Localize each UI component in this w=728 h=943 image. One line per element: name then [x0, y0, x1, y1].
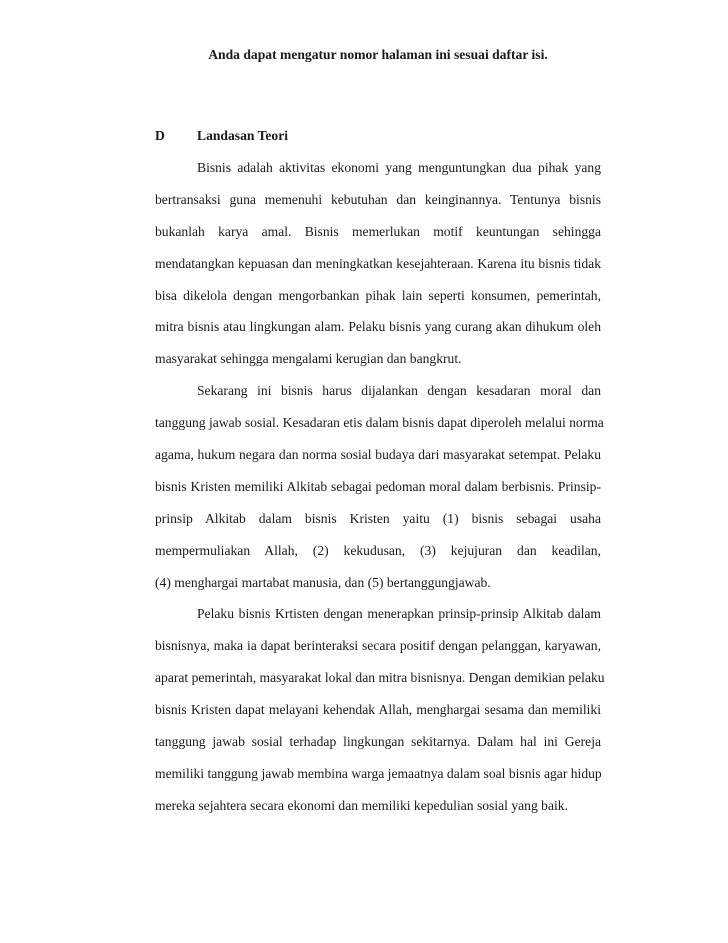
- text-line: aparat pemerintah, masyarakat lokal dan mitra bisnisnya. Dengan demikian pelaku: [155, 670, 605, 686]
- document-body: [155, 152, 605, 822]
- section-heading: [155, 128, 288, 144]
- text-line: memiliki tanggung jawab membina warga jemaatnya dalam soal bisnis agar hidup: [155, 765, 602, 781]
- text-line: bisnis Kristen dapat melayani kehendak Allah, menghargai sesama dan memiliki: [155, 702, 601, 718]
- text-line: Pelaku bisnis Krtisten dengan menerapkan prinsip-prinsip Alkitab dalam: [197, 606, 601, 622]
- paragraph-3: [155, 598, 605, 821]
- text-line: Bisnis adalah aktivitas ekonomi yang menguntungkan dua pihak yang: [197, 160, 601, 175]
- text-line: bukanlah karya amal. Bisnis memerlukan motif keuntungan sehingga: [155, 223, 601, 239]
- text-line: mitra bisnis atau lingkungan alam. Pelaku bisnis yang curang akan dihukum oleh: [155, 319, 601, 335]
- page-number-note: Anda dapat mengatur nomor halaman ini sesuai daftar isi.: [208, 47, 548, 62]
- text-line: bisnis Kristen memiliki Alkitab sebagai pedoman moral dalam berbisnis. Prinsip-: [155, 478, 601, 494]
- text-line: bisa dikelola dengan mengorbankan pihak lain seperti konsumen, pemerintah,: [155, 287, 601, 303]
- section-number: D: [155, 128, 165, 143]
- paragraph-2: [155, 375, 604, 598]
- text-line: (4) menghargai martabat manusia, dan (5) bertanggungjawab.: [155, 574, 491, 590]
- text-line: tanggung jawab sosial terhadap lingkungan sekitarnya. Dalam hal ini Gereja: [155, 734, 601, 750]
- section-title: Landasan Teori: [197, 128, 289, 143]
- text-line: tanggung jawab sosial. Kesadaran etis dalam bisnis dapat diperoleh melalui norma: [155, 415, 604, 431]
- text-line: masyarakat sehingga mengalami kerugian dan bangkrut.: [155, 351, 462, 367]
- text-line: Sekarang ini bisnis harus dijalankan dengan kesadaran moral dan: [197, 383, 601, 399]
- text-line: mendatangkan kepuasan dan meningkatkan kesejahteraan. Karena itu bisnis tidak: [155, 255, 601, 271]
- text-line: prinsip Alkitab dalam bisnis Kristen yaitu (1) bisnis sebagai usaha: [155, 510, 601, 526]
- paragraph-1: [155, 152, 601, 375]
- text-line: bisnisnya, maka ia dapat berinteraksi secara positif dengan pelanggan, karyawan,: [155, 638, 601, 654]
- text-line: bertransaksi guna memenuhi kebutuhan dan keinginannya. Tentunya bisnis: [155, 191, 601, 207]
- text-line: agama, hukum negara dan norma sosial budaya dari masyarakat setempat. Pelaku: [155, 447, 601, 463]
- text-line: mereka sejahtera secara ekonomi dan memiliki kepedulian sosial yang baik.: [155, 797, 568, 813]
- text-line: mempermuliakan Allah, (2) kekudusan, (3) kejujuran dan keadilan,: [155, 542, 601, 558]
